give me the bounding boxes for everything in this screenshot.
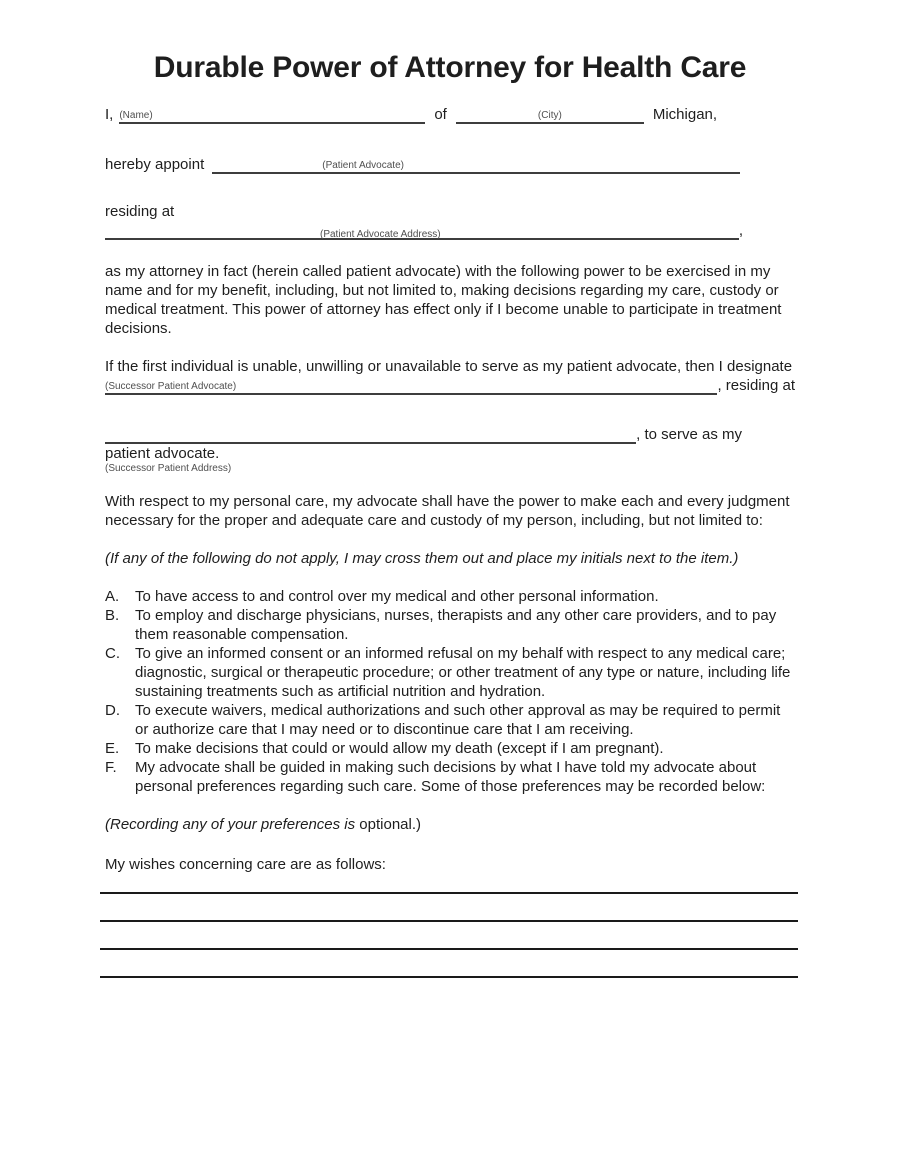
powers-paragraph: as my attorney in fact (herein called patient advocate) with the following power to be exercised in my name and for my benefit, including, but not limited to, making decisions regarding my care, custody or medical treatment. This power of attorney has effect only if I become unable to participate in treatment decisions.: [105, 263, 782, 337]
power-item-d: [105, 701, 795, 739]
power-item-text: To have access to and control over my medical and other personal information.: [135, 588, 659, 605]
power-item-text: To give an informed consent or an informed refusal on my behalf with respect to any medical care; diagnostic, surgical or therapeutic procedure; or other treatment of any type or nature, including life sustaining treatments such as artificial nutrition and hydration.: [135, 645, 791, 700]
advocate-address-row: [105, 221, 795, 240]
successor-intro-paragraph: If the first individual is unable, unwilling or unavailable to serve as my patient advocate, then I designate: [105, 358, 793, 375]
wishes-line-1[interactable]: [100, 874, 798, 894]
power-item-letter: C.: [105, 645, 120, 662]
patient-advocate-address-field[interactable]: [105, 226, 739, 240]
appoint-row: [105, 155, 795, 174]
recording-note-regular: optional.): [359, 816, 422, 833]
page-title: Durable Power of Attorney for Health Care: [153, 51, 747, 84]
wishes-line-2[interactable]: [100, 894, 798, 922]
successor-advocate-row: [105, 376, 795, 395]
power-item-letter: F.: [105, 759, 117, 776]
residing-at-text: residing at: [105, 203, 175, 220]
name-field-label: (Name): [119, 110, 153, 121]
successor-advocate-field[interactable]: [105, 378, 717, 395]
document-page: [105, 50, 795, 978]
power-item-letter: E.: [105, 740, 120, 757]
power-item-a: [105, 587, 795, 606]
city-field[interactable]: [456, 107, 644, 124]
successor-address-suffix: , to serve as my: [636, 426, 742, 443]
of-text: of: [434, 106, 447, 123]
recording-note-italic: (Recording any of your preferences is: [105, 816, 360, 833]
successor-address-row: [105, 425, 795, 444]
wishes-lines: [100, 874, 798, 978]
power-item-b: [105, 606, 795, 644]
address-trailing-comma: ,: [738, 222, 743, 239]
successor-advocate-suffix: , residing at: [717, 377, 795, 394]
city-field-label: (City): [537, 110, 562, 121]
appoint-text: hereby appoint: [105, 156, 205, 173]
recording-note: [105, 815, 795, 834]
powers-list: [105, 587, 795, 796]
power-item-text: My advocate shall be guided in making such decisions by what I have told my advocate about personal preferences regarding such care. Some of those preferences may be recorded below:: [135, 759, 766, 795]
power-item-letter: A.: [105, 588, 120, 605]
power-item-text: To execute waivers, medical authorizations and such other approval as may be required to permit or authorize care that I may need or to discontinue care that I am receiving.: [135, 702, 781, 738]
successor-advocate-label: (Successor Patient Advocate): [105, 381, 237, 392]
name-field[interactable]: [119, 107, 425, 124]
cross-out-note: (If any of the following do not apply, I may cross them out and place my initials next to the item.): [105, 550, 739, 567]
patient-advocate-label: (Patient Advocate): [322, 160, 404, 171]
intro-prefix: I,: [105, 106, 114, 123]
power-item-e: [105, 739, 795, 758]
wishes-prompt: My wishes concerning care are as follows:: [105, 856, 386, 873]
successor-address-label: (Successor Patient Address): [105, 463, 232, 474]
power-item-letter: D.: [105, 702, 120, 719]
power-item-text: To make decisions that could or would allow my death (except if I am pregnant).: [135, 740, 664, 757]
patient-advocate-field[interactable]: [212, 157, 740, 174]
state-text: Michigan,: [652, 106, 718, 123]
power-item-f: [105, 758, 795, 796]
power-item-letter: B.: [105, 607, 120, 624]
patient-advocate-continuation: patient advocate.: [105, 445, 220, 462]
patient-advocate-address-label: (Patient Advocate Address): [320, 229, 441, 240]
wishes-line-4[interactable]: [100, 950, 798, 978]
successor-address-field[interactable]: [105, 427, 636, 444]
personal-care-paragraph: With respect to my personal care, my advocate shall have the power to make each and every judgment necessary for the proper and adequate care and custody of my person, including, but not limited to:: [105, 493, 790, 529]
wishes-line-3[interactable]: [100, 922, 798, 950]
power-item-c: [105, 644, 795, 701]
declarant-row: [105, 105, 795, 124]
power-item-text: To employ and discharge physicians, nurses, therapists and any other care providers, and to pay them reasonable compensation.: [135, 607, 777, 643]
